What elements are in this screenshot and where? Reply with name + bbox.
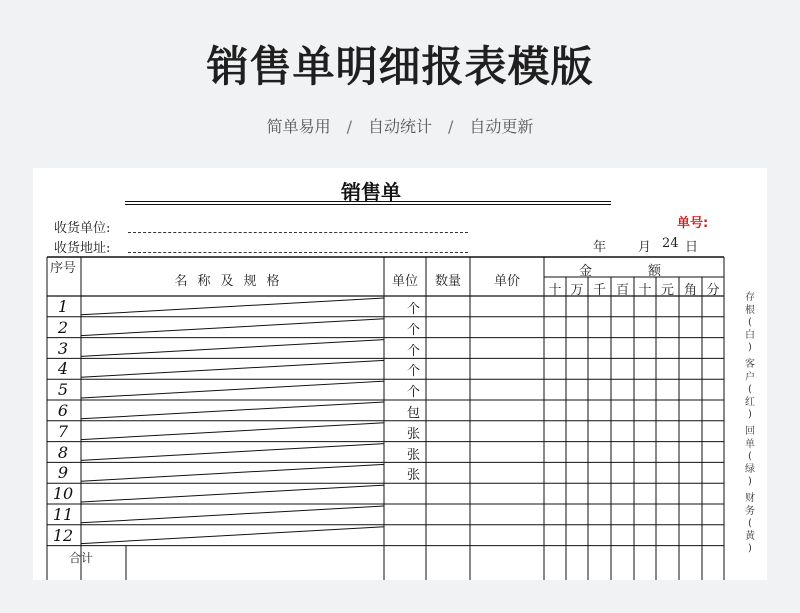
row-unit: 包 <box>406 406 420 421</box>
row-unit: 个 <box>406 343 420 359</box>
header-name-spec: 名称及规格 <box>174 274 290 289</box>
row-unit: 张 <box>406 426 420 442</box>
row-number: 7 <box>57 421 69 441</box>
header-amount: 金额 <box>578 264 717 279</box>
row-unit: 个 <box>406 322 420 338</box>
separator: / <box>346 117 352 136</box>
row-number: 1 <box>57 297 69 316</box>
header-amount-digit: 千 <box>592 283 606 298</box>
header-amount-digit: 万 <box>570 283 584 298</box>
sales-form-preview <box>33 168 767 580</box>
row-unit: 个 <box>406 385 420 401</box>
total-label: 合计 <box>69 551 94 565</box>
header-amount-digit: 角 <box>683 283 697 298</box>
row-number: 6 <box>57 401 69 420</box>
row-unit: 张 <box>406 468 420 484</box>
header-amount-digit: 元 <box>660 283 674 298</box>
header-unit-price: 单价 <box>493 274 520 289</box>
header-seq: 序号 <box>49 261 76 276</box>
row-number: 3 <box>57 338 69 358</box>
feature-subtitle <box>0 114 800 137</box>
copy-color-label: 财 务 ( 黄 ) <box>745 493 755 554</box>
date-month-label: 月 <box>638 240 652 255</box>
row-number: 4 <box>57 359 69 379</box>
grid-line <box>81 360 384 377</box>
row-number: 9 <box>57 463 69 483</box>
header-unit: 单位 <box>391 274 418 289</box>
row-number: 11 <box>52 505 74 524</box>
receiver-unit-label: 收货单位: <box>54 221 111 236</box>
date-day-label: 日 <box>685 240 699 255</box>
grid-line <box>81 527 384 544</box>
row-number: 2 <box>57 317 69 337</box>
feature-item: 自动统计 <box>367 117 432 136</box>
row-number: 5 <box>57 380 69 400</box>
feature-item: 自动更新 <box>469 117 534 136</box>
date-day-value: 24 <box>662 236 679 251</box>
grid-line <box>81 444 384 461</box>
row-number: 12 <box>52 525 74 545</box>
header-amount-digit: 十 <box>548 283 562 298</box>
grid-line <box>81 340 384 357</box>
copy-color-label: 回 单 ( 绿 ) <box>745 426 755 487</box>
date-year-label: 年 <box>593 240 607 255</box>
form-title: 销售单 <box>341 180 401 204</box>
grid-line <box>81 402 384 419</box>
grid-line <box>81 485 384 502</box>
header-amount-digit: 百 <box>615 283 629 298</box>
receiver-address-label: 收货地址: <box>54 241 111 256</box>
grid-line <box>81 464 384 481</box>
header-quantity: 数量 <box>434 274 461 289</box>
grid-line <box>81 319 384 336</box>
copy-color-label: 存 根 ( 白 ) <box>745 292 755 353</box>
row-number: 10 <box>52 484 74 504</box>
grid-line <box>81 423 384 440</box>
header-amount-digit: 十 <box>638 283 652 298</box>
separator: / <box>448 117 454 136</box>
row-number: 8 <box>57 442 69 462</box>
order-number-label: 单号: <box>677 216 709 231</box>
row-unit: 个 <box>406 302 420 317</box>
row-unit: 张 <box>406 447 420 463</box>
row-unit: 个 <box>406 364 420 380</box>
feature-item: 简单易用 <box>266 117 331 136</box>
copy-color-label: 客 户 ( 红 ) <box>745 359 755 420</box>
grid-line <box>81 381 384 398</box>
grid-line <box>81 506 384 523</box>
page-title: 销售单明细报表模版 <box>206 42 594 91</box>
grid-line <box>81 298 384 315</box>
header-amount-digit: 分 <box>706 283 720 298</box>
